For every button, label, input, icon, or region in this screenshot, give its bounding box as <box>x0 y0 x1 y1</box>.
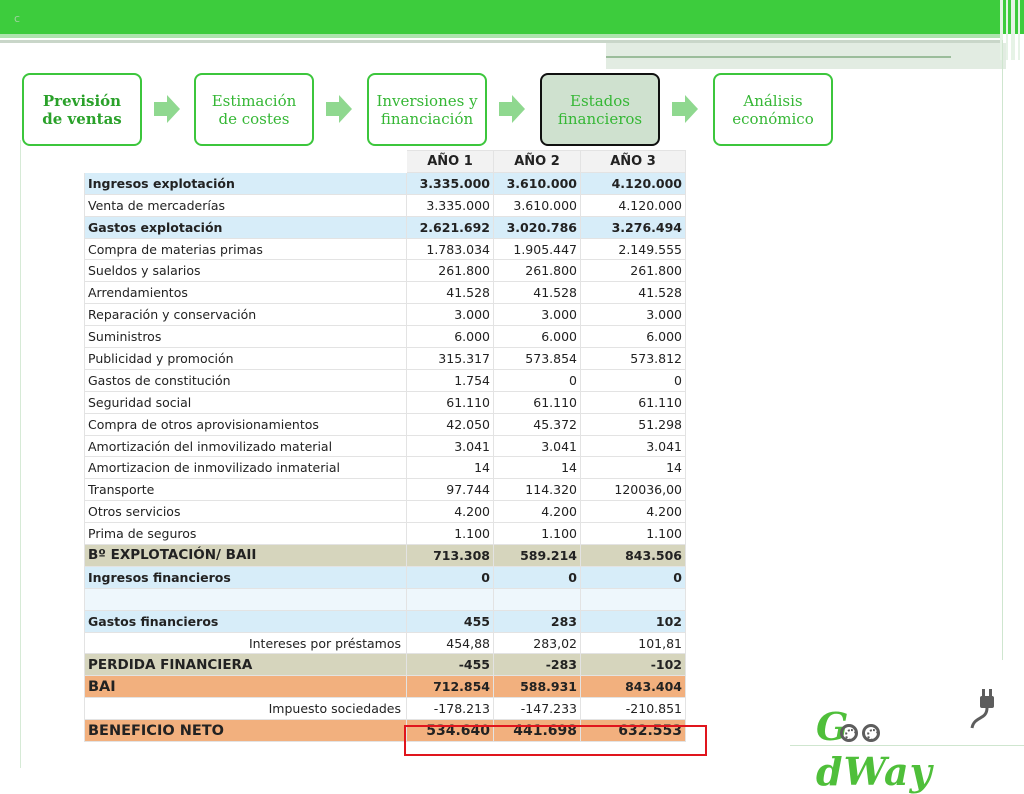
step-inversiones-financiacion[interactable] <box>367 73 487 146</box>
row-label: Sueldos y salarios <box>85 260 407 282</box>
cell-year-2: 261.800 <box>494 260 581 282</box>
row-label: Intereses por préstamos <box>85 632 407 654</box>
cell-year-1: 455 <box>407 610 494 632</box>
table-row <box>85 194 686 216</box>
cell-year-3: 41.528 <box>581 282 686 304</box>
cell-year-3: 3.041 <box>581 435 686 457</box>
cell-year-2: 589.214 <box>494 545 581 567</box>
cell-year-2: 283 <box>494 610 581 632</box>
right-divider <box>1002 40 1003 660</box>
cell-year-1: 6.000 <box>407 326 494 348</box>
table-row <box>85 282 686 304</box>
cell-year-2: 45.372 <box>494 413 581 435</box>
step-label: Estados financieros <box>557 91 643 128</box>
cell-year-2: 14 <box>494 457 581 479</box>
cell-year-2: -283 <box>494 654 581 676</box>
step-label: Análisis económico <box>732 91 814 128</box>
header-year-1: AÑO 1 <box>407 151 494 173</box>
logo-text-end: dWay <box>816 749 933 794</box>
cell-year-1: 1.754 <box>407 369 494 391</box>
cell-year-2: 3.041 <box>494 435 581 457</box>
cell-year-3: 4.120.000 <box>581 194 686 216</box>
logo-text-start: G <box>816 704 850 749</box>
table-row <box>85 348 686 370</box>
cell-year-1: 261.800 <box>407 260 494 282</box>
cell-year-2: 1.100 <box>494 523 581 545</box>
left-divider <box>20 140 21 768</box>
row-label: PERDIDA FINANCIERA <box>85 654 407 676</box>
cell-year-3: -102 <box>581 654 686 676</box>
top-right-line <box>606 56 951 58</box>
cell-year-2: 4.200 <box>494 501 581 523</box>
top-green-band <box>0 0 1024 34</box>
table-row <box>85 545 686 567</box>
cell-year-1: 2.621.692 <box>407 216 494 238</box>
table-row <box>85 326 686 348</box>
row-label: BAI <box>85 676 407 698</box>
header-year-2: AÑO 2 <box>494 151 581 173</box>
step-label: Estimación de costes <box>211 91 297 128</box>
cell-year-3: 4.200 <box>581 501 686 523</box>
cell-year-3: 120036,00 <box>581 479 686 501</box>
cell-year-1: 713.308 <box>407 545 494 567</box>
cell-year-1: 42.050 <box>407 413 494 435</box>
table-row <box>85 260 686 282</box>
cell-year-1: 3.000 <box>407 304 494 326</box>
cell-year-2: 114.320 <box>494 479 581 501</box>
row-label: Otros servicios <box>85 501 407 523</box>
table-row <box>85 479 686 501</box>
row-label: Transporte <box>85 479 407 501</box>
cell-year-3: 0 <box>581 566 686 588</box>
table-row <box>85 238 686 260</box>
income-statement-table <box>84 150 686 742</box>
table-row <box>85 391 686 413</box>
arrow-right-icon <box>326 95 352 123</box>
table-row <box>85 457 686 479</box>
row-label: Reparación y conservación <box>85 304 407 326</box>
cell-year-1: 1.100 <box>407 523 494 545</box>
row-label: Bº EXPLOTACIÓN/ BAII <box>85 545 407 567</box>
row-label: Publicidad y promoción <box>85 348 407 370</box>
cell-year-3: 2.149.555 <box>581 238 686 260</box>
row-label: Gastos financieros <box>85 610 407 632</box>
cell-year-3: 3.000 <box>581 304 686 326</box>
cell-year-1: 534.640 <box>407 720 494 742</box>
row-label: Compra de otros aprovisionamientos <box>85 413 407 435</box>
table-row <box>85 566 686 588</box>
table-row <box>85 610 686 632</box>
table-row <box>85 216 686 238</box>
row-label: Compra de materias primas <box>85 238 407 260</box>
cell-year-2: 3.610.000 <box>494 194 581 216</box>
goodway-logo <box>816 690 1006 794</box>
top-stripe <box>0 34 1000 38</box>
row-label: Gastos explotación <box>85 216 407 238</box>
cell-year-3: 632.553 <box>581 720 686 742</box>
cell-year-3: -210.851 <box>581 698 686 720</box>
cell-year-2: 441.698 <box>494 720 581 742</box>
table-row <box>85 501 686 523</box>
wheel-icon <box>840 724 858 742</box>
table-row <box>85 676 686 698</box>
row-label: Gastos de constitución <box>85 369 407 391</box>
cell-year-3: 843.506 <box>581 545 686 567</box>
cell-year-1: 41.528 <box>407 282 494 304</box>
cell-year-2: 3.610.000 <box>494 172 581 194</box>
cell-year-2: 61.110 <box>494 391 581 413</box>
cell-year-3 <box>581 588 686 610</box>
table-row <box>85 654 686 676</box>
table-row <box>85 523 686 545</box>
cell-year-2: 0 <box>494 369 581 391</box>
cell-year-3: 3.276.494 <box>581 216 686 238</box>
cell-year-2: 588.931 <box>494 676 581 698</box>
cell-year-3: 4.120.000 <box>581 172 686 194</box>
wheel-icon <box>862 724 880 742</box>
cell-year-1: 61.110 <box>407 391 494 413</box>
cell-year-1: -178.213 <box>407 698 494 720</box>
step-label: Inversiones y financiación <box>376 91 478 128</box>
arrow-right-icon <box>154 95 180 123</box>
cell-year-3: 51.298 <box>581 413 686 435</box>
cell-year-1: 3.335.000 <box>407 172 494 194</box>
step-prevision-ventas[interactable] <box>22 73 142 146</box>
cell-year-2: 1.905.447 <box>494 238 581 260</box>
row-label: Suministros <box>85 326 407 348</box>
cell-year-3: 102 <box>581 610 686 632</box>
row-label: Impuesto sociedades <box>85 698 407 720</box>
cell-year-1: 14 <box>407 457 494 479</box>
row-label: Ingresos explotación <box>85 172 407 194</box>
table-row <box>85 632 686 654</box>
step-label: Previsión de ventas <box>42 91 122 128</box>
table-row <box>85 435 686 457</box>
cell-year-2: 283,02 <box>494 632 581 654</box>
cell-year-2: 41.528 <box>494 282 581 304</box>
cell-year-3: 843.404 <box>581 676 686 698</box>
table-row <box>85 369 686 391</box>
cell-year-2: -147.233 <box>494 698 581 720</box>
cell-year-3: 101,81 <box>581 632 686 654</box>
row-label: Seguridad social <box>85 391 407 413</box>
corner-mark: c <box>14 12 21 25</box>
row-label: Amortizacion de inmovilizado inmaterial <box>85 457 407 479</box>
row-label: Arrendamientos <box>85 282 407 304</box>
cell-year-1: 712.854 <box>407 676 494 698</box>
arrow-right-icon <box>499 95 525 123</box>
cell-year-3: 261.800 <box>581 260 686 282</box>
cell-year-1 <box>407 588 494 610</box>
step-estimacion-costes[interactable] <box>194 73 314 146</box>
cell-year-3: 0 <box>581 369 686 391</box>
logo-wordmark <box>816 704 1006 794</box>
table-header-row <box>85 151 686 173</box>
cell-year-1: 1.783.034 <box>407 238 494 260</box>
cell-year-3: 1.100 <box>581 523 686 545</box>
cell-year-3: 573.812 <box>581 348 686 370</box>
step-analisis-economico[interactable] <box>713 73 833 146</box>
row-label: BENEFICIO NETO <box>85 720 407 742</box>
row-label: Ingresos financieros <box>85 566 407 588</box>
cell-year-1: 315.317 <box>407 348 494 370</box>
header-label <box>85 151 407 173</box>
header-year-3: AÑO 3 <box>581 151 686 173</box>
table-row <box>85 698 686 720</box>
cell-year-2: 573.854 <box>494 348 581 370</box>
cell-year-3: 61.110 <box>581 391 686 413</box>
row-label <box>85 588 407 610</box>
cell-year-2 <box>494 588 581 610</box>
cell-year-2: 3.020.786 <box>494 216 581 238</box>
cell-year-1: 454,88 <box>407 632 494 654</box>
step-estados-financieros[interactable] <box>540 73 660 146</box>
cell-year-2: 3.000 <box>494 304 581 326</box>
cell-year-1: 3.041 <box>407 435 494 457</box>
row-label: Amortización del inmovilizado material <box>85 435 407 457</box>
row-label: Venta de mercaderías <box>85 194 407 216</box>
cell-year-2: 0 <box>494 566 581 588</box>
cell-year-1: 4.200 <box>407 501 494 523</box>
table-row <box>85 304 686 326</box>
cell-year-1: 3.335.000 <box>407 194 494 216</box>
cell-year-3: 14 <box>581 457 686 479</box>
cell-year-3: 6.000 <box>581 326 686 348</box>
cell-year-2: 6.000 <box>494 326 581 348</box>
cell-year-1: 97.744 <box>407 479 494 501</box>
cell-year-1: 0 <box>407 566 494 588</box>
net-profit-highlight <box>404 725 707 756</box>
cell-year-1: -455 <box>407 654 494 676</box>
row-label: Prima de seguros <box>85 523 407 545</box>
arrow-right-icon <box>672 95 698 123</box>
table-row <box>85 172 686 194</box>
table-row <box>85 588 686 610</box>
table-row <box>85 413 686 435</box>
